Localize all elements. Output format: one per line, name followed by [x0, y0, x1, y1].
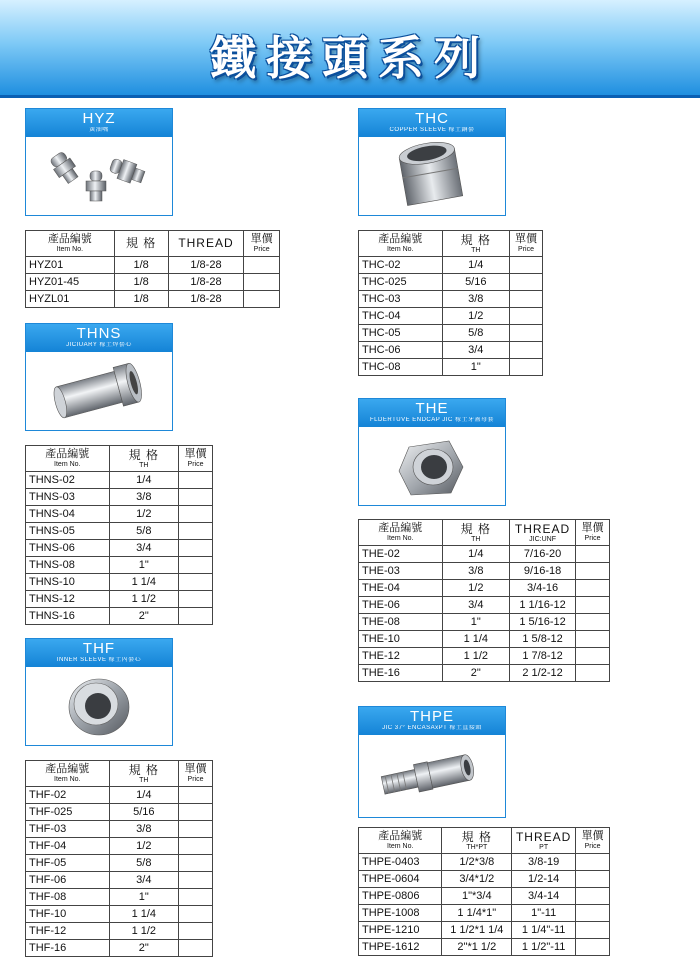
thpe-product-image: [359, 735, 505, 817]
table-row: THE-16 2" 2 1/2-12: [359, 665, 610, 682]
col-price: 單價 Price: [244, 231, 280, 257]
table-row: THE-12 1 1/2 1 7/8-12: [359, 648, 610, 665]
thns-card: [25, 323, 173, 431]
table-row: HYZ01-45 1/8 1/8-28: [26, 274, 280, 291]
col-item: 產品編號 Item No.: [359, 520, 443, 546]
table-header-row: [26, 231, 280, 257]
table-row: THPE-0806 1"*3/4 3/4-14: [359, 888, 610, 905]
col-spec: 規 格 TH: [442, 231, 510, 257]
page-banner: [0, 0, 700, 98]
hyz-product-image: [26, 137, 172, 215]
table-row: THF-03 3/8: [26, 821, 213, 838]
col-price: 單價 Price: [179, 761, 213, 787]
table-row: THF-16 2": [26, 940, 213, 957]
thf-card: [25, 638, 173, 746]
table-row: THF-05 5/8: [26, 855, 213, 872]
table-row: THC-025 5/16: [359, 274, 543, 291]
thc-subtitle: COPPER SLEEVE 稼土銅套: [389, 127, 475, 133]
table-header-row: [26, 446, 213, 472]
thc-card-header: [359, 109, 505, 137]
thns-code: THNS: [76, 325, 122, 342]
thf-code: THF: [82, 640, 116, 657]
table-row: THE-03 3/8 9/16-18: [359, 563, 610, 580]
table-row: THNS-05 5/8: [26, 523, 213, 540]
table-row: THC-08 1": [359, 359, 543, 376]
thf-product-image: [26, 667, 172, 745]
table-row: THF-02 1/4: [26, 787, 213, 804]
the-product-image: [359, 427, 505, 505]
col-spec: 規 格 TH: [442, 520, 510, 546]
table-row: THPE-0604 3/4*1/2 1/2-14: [359, 871, 610, 888]
table-row: THF-12 1 1/2: [26, 923, 213, 940]
table-row: HYZL01 1/8 1/8-28: [26, 291, 280, 308]
col-item: 產品編號 Item No.: [359, 231, 443, 257]
table-header-row: [359, 520, 610, 546]
the-subtitle: FLDERTUVE ENDCAP JIC 稼土牙蓋母套: [370, 417, 494, 423]
thpe-table: [358, 827, 610, 956]
col-price: 單價 Price: [576, 828, 610, 854]
col-price: 單價 Price: [510, 231, 543, 257]
col-spec: 規 格: [114, 231, 168, 257]
table-row: THNS-06 3/4: [26, 540, 213, 557]
hyz-card: [25, 108, 173, 216]
thns-table: [25, 445, 213, 625]
the-card: [358, 398, 506, 506]
hyz-table: [25, 230, 280, 308]
table-row: THPE-1612 2"*1 1/2 1 1/2"-11: [359, 939, 610, 956]
table-header-row: [359, 231, 543, 257]
the-card-header: [359, 399, 505, 427]
thns-subtitle: JICIUARY 稼土焊套心: [66, 342, 132, 348]
col-item: 產品編號 Item No.: [359, 828, 442, 854]
table-row: HYZ01 1/8 1/8-28: [26, 257, 280, 274]
table-row: THE-04 1/2 3/4-16: [359, 580, 610, 597]
page-title: 鐵接頭系列: [210, 31, 490, 85]
thns-card-header: [26, 324, 172, 352]
thpe-code: THPE: [409, 708, 454, 725]
col-thread: THREAD PT: [512, 828, 576, 854]
table-header-row: [359, 828, 610, 854]
table-row: THNS-02 1/4: [26, 472, 213, 489]
col-price: 單價 Price: [179, 446, 213, 472]
thpe-card: [358, 706, 506, 818]
col-price: 單價 Price: [576, 520, 610, 546]
col-item: 產品編號 Item No.: [26, 446, 110, 472]
table-row: THF-06 3/4: [26, 872, 213, 889]
thf-subtitle: INNER SLEEVE 稼土內套心: [56, 657, 142, 663]
table-row: THE-08 1" 1 5/16-12: [359, 614, 610, 631]
table-row: THPE-1008 1 1/4*1" 1"-11: [359, 905, 610, 922]
table-row: THNS-10 1 1/4: [26, 574, 213, 591]
col-spec: 規 格 TH: [109, 446, 179, 472]
thc-code: THC: [415, 110, 449, 127]
the-table: [358, 519, 610, 682]
table-row: THPE-0403 1/2*3/8 3/8-19: [359, 854, 610, 871]
hyz-subtitle: 黃油嘴: [89, 127, 109, 133]
thf-card-header: [26, 639, 172, 667]
table-row: THE-06 3/4 1 1/16-12: [359, 597, 610, 614]
table-row: THNS-03 3/8: [26, 489, 213, 506]
col-thread: THREAD: [168, 231, 244, 257]
thpe-card-header: [359, 707, 505, 735]
table-row: THNS-12 1 1/2: [26, 591, 213, 608]
table-row: THC-03 3/8: [359, 291, 543, 308]
table-row: THF-025 5/16: [26, 804, 213, 821]
hyz-code: HYZ: [82, 110, 116, 127]
thpe-subtitle: JIC 37° ENCASAxPT 稼土直接頭: [382, 725, 482, 731]
thc-table: [358, 230, 543, 376]
table-row: THE-02 1/4 7/16-20: [359, 546, 610, 563]
col-item: 產品編號 Item No.: [26, 761, 110, 787]
col-spec: 規 格 TH: [109, 761, 179, 787]
col-thread: THREAD JIC:UNF: [510, 520, 576, 546]
thns-product-image: [26, 352, 172, 430]
the-code: THE: [415, 400, 449, 417]
table-row: THF-10 1 1/4: [26, 906, 213, 923]
table-row: THF-04 1/2: [26, 838, 213, 855]
table-row: THNS-08 1": [26, 557, 213, 574]
table-header-row: [26, 761, 213, 787]
table-row: THC-04 1/2: [359, 308, 543, 325]
thc-product-image: [359, 137, 505, 215]
table-row: THC-06 3/4: [359, 342, 543, 359]
thf-table: [25, 760, 213, 957]
col-spec: 規 格 TH*PT: [442, 828, 512, 854]
col-item: 產品編號 Item No.: [26, 231, 115, 257]
table-row: THE-10 1 1/4 1 5/8-12: [359, 631, 610, 648]
table-row: THC-05 5/8: [359, 325, 543, 342]
table-row: THC-02 1/4: [359, 257, 543, 274]
thc-card: [358, 108, 506, 216]
hyz-card-header: [26, 109, 172, 137]
table-row: THPE-1210 1 1/2*1 1/4 1 1/4"-11: [359, 922, 610, 939]
table-row: THNS-04 1/2: [26, 506, 213, 523]
table-row: THNS-16 2": [26, 608, 213, 625]
table-row: THF-08 1": [26, 889, 213, 906]
